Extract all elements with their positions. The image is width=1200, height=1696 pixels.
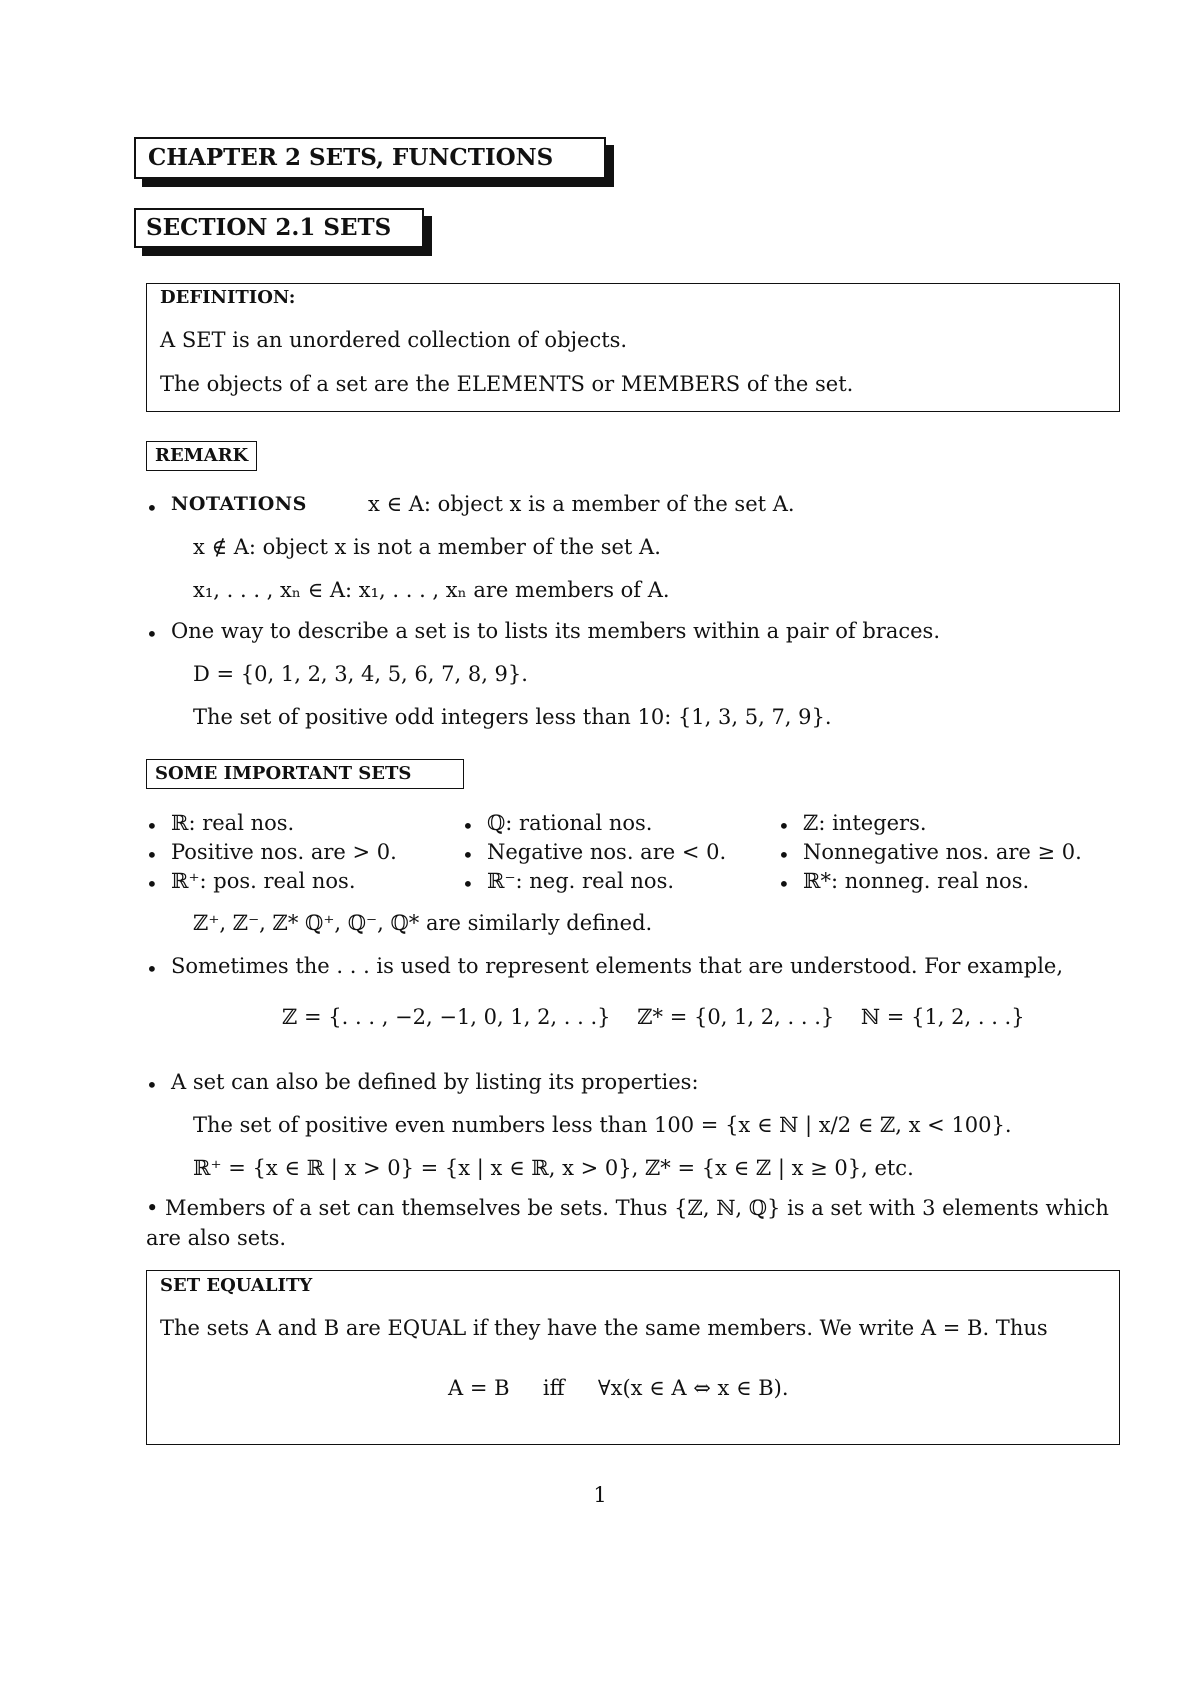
section-title bbox=[134, 208, 424, 248]
properties-example-2: ℝ⁺ = {x ∈ ℝ | x > 0} = {x | x ∈ ℝ, x > 0}, ℤ* = {x ∈ ℤ | x ≥ 0}, etc. bbox=[193, 1156, 914, 1180]
set-pos-real: ℝ⁺: pos. real nos. bbox=[171, 869, 356, 893]
definition-heading: DEFINITION: bbox=[160, 287, 296, 308]
set-positive: Positive nos. are > 0. bbox=[171, 840, 397, 864]
bullet-icon: • bbox=[146, 496, 158, 520]
set-real: ℝ: real nos. bbox=[171, 811, 295, 835]
example-d: D = {0, 1, 2, 3, 4, 5, 6, 7, 8, 9}. bbox=[193, 662, 528, 686]
notation-members: x₁, . . . , xₙ ∈ A: x₁, . . . , xₙ are members of A. bbox=[193, 578, 670, 602]
bullet-icon: • bbox=[462, 843, 474, 867]
bullet-icon: • bbox=[146, 843, 158, 867]
bullet-icon: • bbox=[146, 957, 158, 981]
set-nonneg-real: ℝ*: nonneg. real nos. bbox=[803, 869, 1030, 893]
notation-member: x ∈ A: object x is a member of the set A. bbox=[368, 492, 795, 516]
bullet-icon: • bbox=[462, 872, 474, 896]
set-equality-box bbox=[146, 1270, 1120, 1445]
remark-label: REMARK bbox=[146, 441, 257, 471]
ellipsis-example: ℤ = {. . . , −2, −1, 0, 1, 2, . . .} ℤ* = {0, 1, 2, . . .} ℕ = {1, 2, . . .} bbox=[282, 1005, 1025, 1029]
set-rational: ℚ: rational nos. bbox=[487, 811, 653, 835]
bullet-icon: • bbox=[778, 843, 790, 867]
definition-line-1: A SET is an unordered collection of objects. bbox=[160, 328, 628, 352]
notations-label: NOTATIONS bbox=[171, 493, 307, 515]
properties-example-1: The set of positive even numbers less than 100 = {x ∈ ℕ | x/2 ∈ ℤ, x < 100}. bbox=[193, 1113, 1012, 1137]
bullet-icon: • bbox=[146, 814, 158, 838]
properties-text: A set can also be defined by listing its properties: bbox=[171, 1070, 699, 1094]
ellipsis-text: Sometimes the . . . is used to represent elements that are understood. For example, bbox=[171, 954, 1064, 978]
page-number: 1 bbox=[593, 1483, 607, 1507]
bullet-icon: • bbox=[778, 872, 790, 896]
notation-not-member: x ∉ A: object x is not a member of the set A. bbox=[193, 535, 661, 559]
set-negative: Negative nos. are < 0. bbox=[487, 840, 727, 864]
set-nonnegative: Nonnegative nos. are ≥ 0. bbox=[803, 840, 1082, 864]
set-equality-heading: SET EQUALITY bbox=[160, 1275, 313, 1296]
section-title-text: SECTION 2.1 SETS bbox=[146, 214, 392, 241]
set-integers: ℤ: integers. bbox=[803, 811, 927, 835]
bullet-icon: • bbox=[462, 814, 474, 838]
bullet-icon: • bbox=[146, 872, 158, 896]
members-line-2: are also sets. bbox=[146, 1226, 287, 1250]
set-equality-text: The sets A and B are EQUAL if they have the same members. We write A = B. Thus bbox=[160, 1316, 1048, 1340]
example-odd: The set of positive odd integers less than 10: {1, 3, 5, 7, 9}. bbox=[193, 705, 832, 729]
similar-defined: ℤ⁺, ℤ⁻, ℤ* ℚ⁺, ℚ⁻, ℚ* are similarly defined. bbox=[193, 911, 653, 935]
set-neg-real: ℝ⁻: neg. real nos. bbox=[487, 869, 675, 893]
members-line-1: • Members of a set can themselves be sets. Thus {ℤ, ℕ, ℚ} is a set with 3 elements which bbox=[146, 1196, 1109, 1220]
chapter-title-text: CHAPTER 2 SETS, FUNCTIONS bbox=[148, 144, 554, 171]
braces-text: One way to describe a set is to lists its members within a pair of braces. bbox=[171, 619, 941, 643]
bullet-icon: • bbox=[146, 1073, 158, 1097]
definition-line-2: The objects of a set are the ELEMENTS or MEMBERS of the set. bbox=[160, 372, 854, 396]
bullet-icon: • bbox=[146, 622, 158, 646]
bullet-icon: • bbox=[778, 814, 790, 838]
set-equality-formula: A = B iff ∀x(x ∈ A ⇔ x ∈ B). bbox=[448, 1376, 789, 1400]
chapter-title bbox=[134, 137, 606, 179]
important-sets-label: SOME IMPORTANT SETS bbox=[146, 759, 464, 789]
